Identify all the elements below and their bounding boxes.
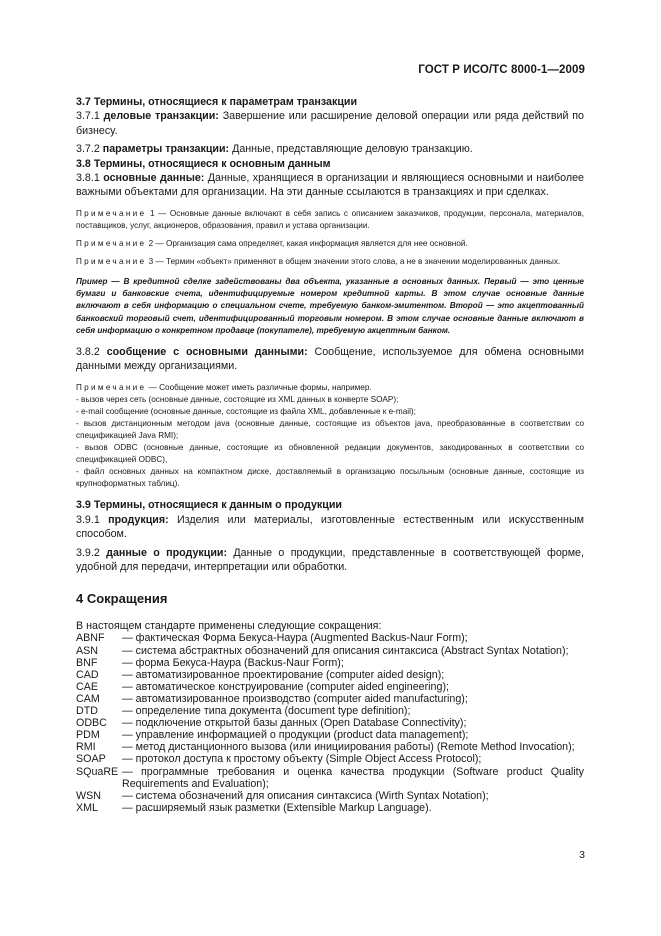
note-1 [76,208,584,232]
term-definition: Данные, представляющие деловую транзакцию. [232,143,473,156]
note-label: Примечание [76,257,147,267]
term-number: 3.9.1 [76,513,100,526]
term-definition: Завершение или расширение деловой операции или ряда действий по бизнесу. [76,110,584,137]
term-3-7-2 [76,142,584,156]
term-3-9-1 [76,513,584,542]
note-text: 2 — Организация сама определяет, какая информация является для нее основной. [148,239,468,249]
page-content [76,95,584,814]
term-3-8-2 [76,345,584,374]
abbr-term: PDM [76,729,100,742]
abbr-desc: — автоматизированное производство (computer aided manufacturing); [122,692,468,705]
abbr-desc: — определение типа документа (document type definition); [122,705,411,718]
term-name: параметры транзакции: [102,143,230,156]
abbr-term: CAM [76,692,100,705]
section-4-heading: 4 Сокращения [76,591,168,607]
abbr-term: XML [76,801,98,814]
note-text: 1 — Основные данные включают в себя запись с описанием заказчиков, продукции, персонала, материалов, поставщиков, услуг, акционеров, образования, правил и устава организации. [76,208,584,230]
note-label: Примечание [76,239,147,249]
term-definition: Сообщение, используемое для обмена основными данными между организациями. [76,345,584,373]
abbr-desc: — протокол доступа к простому объекту (Simple Object Access Protocol); [122,753,482,766]
example-paragraph: Пример — В кредитной сделке задействованы два объекта, указанные в основных данных. Первый — это ценные бумаги и банковские счета, идентифицируемые номером кредитной карты. В этом случае основные данные включают в себя информацию о специальном счете, требуемую банком-эмитентом. Второй — это акцептованный банковский торговый счет, идентифицированный торговым номером. В этом случае основные данные включают в себя информацию о конкретном продавце (покупателе), требуемую акцептным банком. [76,277,584,335]
term-definition: Данные, хранящиеся в организации и являющиеся основными и наиболее важными объектами для организации. На эти данные ссылаются в транзакциях и при сделках. [76,172,584,199]
note-3 [76,256,584,268]
section-3-8-heading: 3.8 Термины, относящиеся к основным данным [76,157,331,170]
term-name: сообщение с основными данными: [106,345,308,358]
abbr-term: WSN [76,789,101,802]
term-name: продукция: [108,513,169,526]
note-2 [76,238,584,250]
abbreviations-intro: В настоящем стандарте применены следующие сокращения: [76,620,382,633]
term-number: 3.9.2 [76,546,100,559]
abbr-term: CAD [76,668,99,681]
page-number: 3 [579,849,585,861]
note-list-item: - e-mail сообщение (основные данные, состоящие из файла XML, добавленные к e-mail); [76,406,416,416]
abbr-term: CAE [76,680,98,693]
abbr-desc: — форма Бекуса-Наура (Backus-Naur Form); [122,656,344,669]
term-3-8-1 [76,171,584,200]
note-list-item: - файл основных данных на компактном диске, доставляемый в организацию посыльным (основные данные, состоящие из крупноформатных таблиц). [76,467,584,489]
abbr-term: ODBC [76,717,107,730]
term-3-7-1 [76,109,584,138]
section-3-9-heading: 3.9 Термины, относящиеся к данным о продукции [76,499,342,512]
abbr-term: ASN [76,644,98,657]
term-definition: Данные о продукции, представленные в соответствующей форме, удобной для передачи, интерпретации или обработки. [76,546,584,573]
abbr-desc: — фактическая Форма Бекуса-Наура (Augmented Backus-Naur Form); [122,632,468,645]
abbreviations-list [76,632,584,813]
term-name: данные о продукции: [106,546,228,559]
term-definition: Изделия или материалы, изготовленные естественным или искусственным способом. [76,513,584,541]
term-number: 3.7.2 [76,143,100,156]
term-number: 3.7.1 [76,110,100,123]
abbr-desc: — система абстрактных обозначений для описания синтаксиса (Abstract Syntax Notation); [122,644,569,657]
note-message-forms [76,382,584,394]
term-3-9-2 [76,546,584,575]
note-text: 3 — Термин «объект» применяют в общем значении этого слова, а не в значении моделированных данных. [148,257,561,267]
note-text: — Сообщение может иметь различные формы, например. [148,382,372,392]
term-number: 3.8.2 [76,345,100,358]
abbr-desc: — расширяемый язык разметки (Extensible Markup Language). [122,801,432,814]
term-number: 3.8.1 [76,172,100,185]
note-list-item: - вызов дистанционным методом java (основные данные, состоящие из объектов java, преобразованные в соответствии со спецификацией Java RMI); [76,418,584,440]
abbr-term: RMI [76,741,96,754]
abbr-desc: — метод дистанционного вызова (или инициирования работы) (Remote Method Invocation); [122,741,575,754]
document-header: ГОСТ Р ИСО/ТС 8000-1—2009 [418,64,585,76]
abbr-desc: — подключение открытой базы данных (Open Database Connectivity); [122,717,467,730]
note-label: Примечание [76,208,147,218]
term-name: деловые транзакции: [103,110,219,123]
abbr-term: DTD [76,705,98,718]
abbr-term: SOAP [76,753,106,766]
abbr-desc: — управление информацией о продукции (product data management); [122,729,469,742]
abbr-term: ABNF [76,632,105,645]
note-list-item: - вызов ODBC (основные данные, состоящие из обновленной редакции документов, закодированных в соответствии со спецификацией ODBC), [76,442,584,465]
abbr-desc: — программные требования и оценка качества продукции (Software product Quality Requirements and Evaluation); [122,765,584,790]
note-label: Примечание [76,382,147,392]
abbr-desc: — автоматическое конструирование (computer aided engineering); [122,680,449,693]
section-3-7-heading: 3.7 Термины, относящиеся к параметрам транзакции [76,96,358,108]
abbr-term: SQuaRE [76,765,119,778]
abbr-term: BNF [76,656,98,669]
abbr-desc: — система обозначений для описания синтаксиса (Wirth Syntax Notation); [122,789,489,802]
abbr-desc: — автоматизированное проектирование (computer aided design); [122,668,445,681]
term-name: основные данные: [103,172,205,185]
note-list-item: - вызов через сеть (основные данные, состоящие из XML данных в конверте SOAP); [76,394,399,404]
